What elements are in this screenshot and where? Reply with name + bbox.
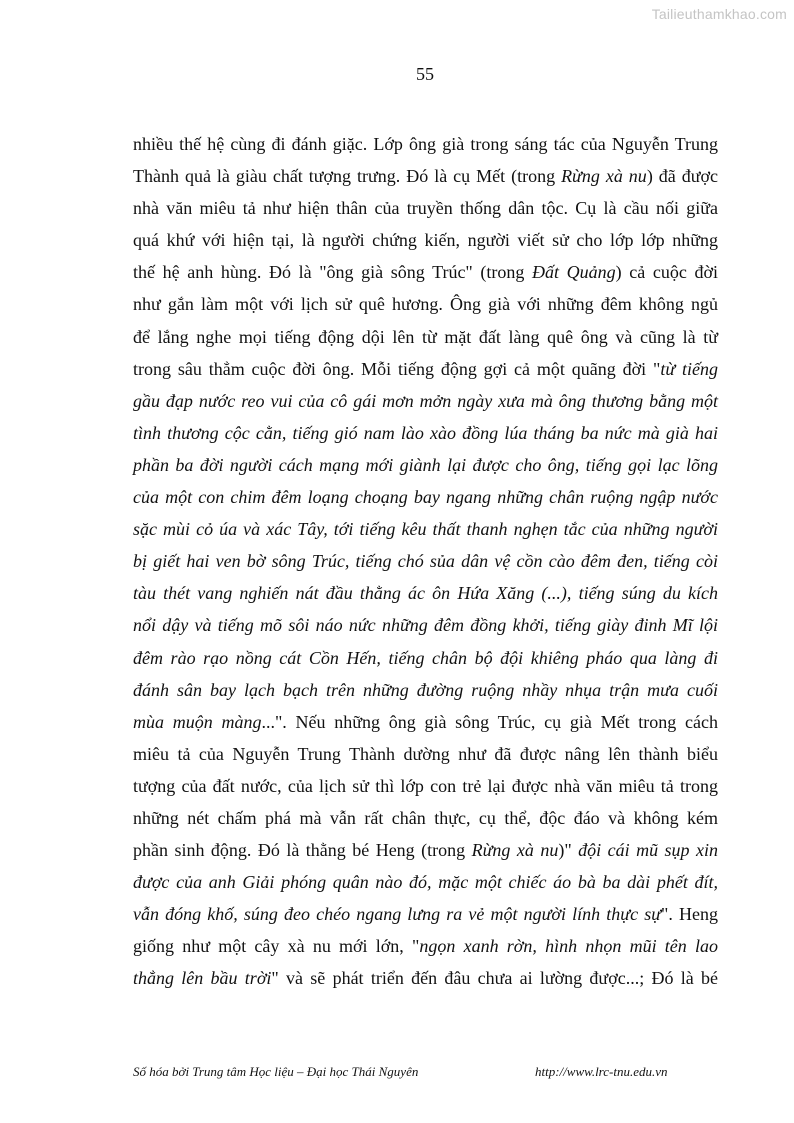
- text-segment: trong sâu thẳm cuộc đời ông. Mỗi tiếng động gợi cả một quãng đời ": [133, 358, 661, 379]
- text-line: [133, 738, 718, 770]
- text-segment: )": [558, 840, 579, 861]
- text-segment: ...". Nếu những ông già sông Trúc, cụ già Mết trong cách: [261, 711, 718, 732]
- text-line: [133, 866, 718, 898]
- text-segment: miêu tả của Nguyễn Trung Thành dường như đã được nâng lên thành biểu: [133, 743, 718, 764]
- text-line: [133, 128, 718, 160]
- footer-url[interactable]: http://www.lrc-tnu.edu.vn: [535, 1064, 668, 1079]
- text-segment: như gắn làm một với lịch sử quê hương. Ông già với những đêm không ngủ: [133, 294, 718, 315]
- text-line: [133, 321, 718, 353]
- text-line: [133, 674, 718, 706]
- italic-segment: sặc mùi cỏ úa và xác Tây, tới tiếng kêu thất thanh nghẹn tắc của những người: [133, 519, 718, 540]
- text-line: [133, 449, 718, 481]
- italic-segment: vẫn đóng khố, súng đeo chéo ngang lưng ra vẻ một người lính thực sự: [133, 904, 662, 925]
- italic-segment: gầu đạp nước reo vui của cô gái mơn mởn ngày xưa mà ông thương bằng một: [133, 390, 718, 411]
- italic-segment: Đất Quảng: [532, 262, 616, 283]
- text-line: [133, 577, 718, 609]
- text-segment: tượng của đất nước, của lịch sử thì lớp con trẻ lại được nhà văn miêu tả trong: [133, 775, 718, 796]
- text-line: [133, 545, 718, 577]
- italic-segment: Rừng xà nu: [471, 840, 559, 861]
- italic-segment: đội cái mũ sụp xin: [578, 840, 718, 861]
- italic-segment: được của anh Giải phóng quân nào đó, mặc một chiếc áo bà ba dài phết đít,: [133, 872, 718, 893]
- text-line: [133, 288, 718, 320]
- text-line: [133, 609, 718, 641]
- italic-segment: đêm rào rạo nồng cát Cồn Hến, tiếng chân bộ đội khiêng pháo qua làng đi: [133, 647, 718, 668]
- italic-segment: Rừng xà nu: [561, 166, 647, 187]
- text-line: [133, 706, 718, 738]
- text-line: [133, 513, 718, 545]
- watermark-text: Tailieuthamkhao.com: [651, 6, 787, 22]
- italic-segment: phần ba đời người cách mạng mới giành lại được cho ông, tiếng gọi lạc lõng: [133, 454, 718, 475]
- text-line: [133, 930, 718, 962]
- text-segment: ) đã được: [646, 166, 718, 187]
- text-segment: những nét chấm phá mà vẫn rất chân thực, cụ thể, độc đáo và không kém: [133, 807, 718, 828]
- text-line: [133, 802, 718, 834]
- text-segment: ". Heng: [661, 904, 718, 925]
- text-segment: giống như một cây xà nu mới lớn, ": [133, 936, 420, 957]
- text-line: [133, 353, 718, 385]
- text-segment: quá khứ với hiện tại, là người chứng kiến, người viết sử cho lớp lớp những: [133, 230, 718, 251]
- text-line: [133, 417, 718, 449]
- footer-institution: Số hóa bởi Trung tâm Học liệu – Đại học Thái Nguyên: [133, 1064, 419, 1079]
- text-segment: phần sinh động. Đó là thằng bé Heng (trong: [133, 840, 472, 861]
- body-paragraph: [133, 128, 718, 995]
- text-line: [133, 962, 718, 994]
- text-line: [133, 256, 718, 288]
- text-segment: " và sẽ phát triển đến đâu chưa ai lường được...; Đó là bé: [271, 968, 718, 989]
- text-line: [133, 898, 718, 930]
- text-segment: nhà văn miêu tả như hiện thân của truyền thống dân tộc. Cụ là cầu nối giữa: [133, 198, 718, 219]
- text-segment: thế hệ anh hùng. Đó là "ông già sông Trúc" (trong: [133, 262, 533, 283]
- text-segment: Thành quả là giàu chất tượng trưng. Đó là cụ Mết (trong: [133, 166, 562, 187]
- page-number: 55: [416, 64, 434, 84]
- text-line: [133, 160, 718, 192]
- italic-segment: đánh sân bay lạch bạch trên những đường ruộng nhầy nhụa trận mưa cuối: [133, 679, 718, 700]
- text-line: [133, 770, 718, 802]
- text-segment: nhiều thế hệ cùng đi đánh giặc. Lớp ông già trong sáng tác của Nguyễn Trung: [133, 134, 718, 154]
- text-line: [133, 834, 718, 866]
- text-line: [133, 481, 718, 513]
- text-line: [133, 224, 718, 256]
- italic-segment: thẳng lên bầu trời: [133, 968, 272, 989]
- text-line: [133, 192, 718, 224]
- italic-segment: của một con chim đêm loạng choạng bay ngang những chân ruộng ngập nước: [133, 487, 718, 508]
- text-line: [133, 642, 718, 674]
- text-segment: để lắng nghe mọi tiếng động dội lên từ mặt đất làng quê ông và cũng là từ: [133, 326, 718, 347]
- italic-segment: ngọn xanh rờn, hình nhọn mũi tên lao: [419, 936, 718, 957]
- italic-segment: bị giết hai ven bờ sông Trúc, tiếng chó sủa dân vệ cồn cào đêm đen, tiếng còi: [133, 551, 718, 572]
- text-segment: ) cả cuộc đời: [615, 262, 718, 283]
- text-line: [133, 385, 718, 417]
- italic-segment: từ tiếng: [660, 358, 718, 379]
- italic-segment: nổi dậy và tiếng mõ sôi náo nức những đêm đồng khởi, tiếng giày đinh Mĩ lội: [133, 615, 718, 636]
- italic-segment: tàu thét vang nghiến nát đầu thằng ác ôn Hứa Xăng (...), tiếng súng du kích: [133, 583, 718, 604]
- italic-segment: tình thương cộc cằn, tiếng gió nam lào xào đồng lúa tháng ba nức mà già hai: [133, 422, 718, 443]
- italic-segment: mùa muộn màng: [133, 711, 262, 732]
